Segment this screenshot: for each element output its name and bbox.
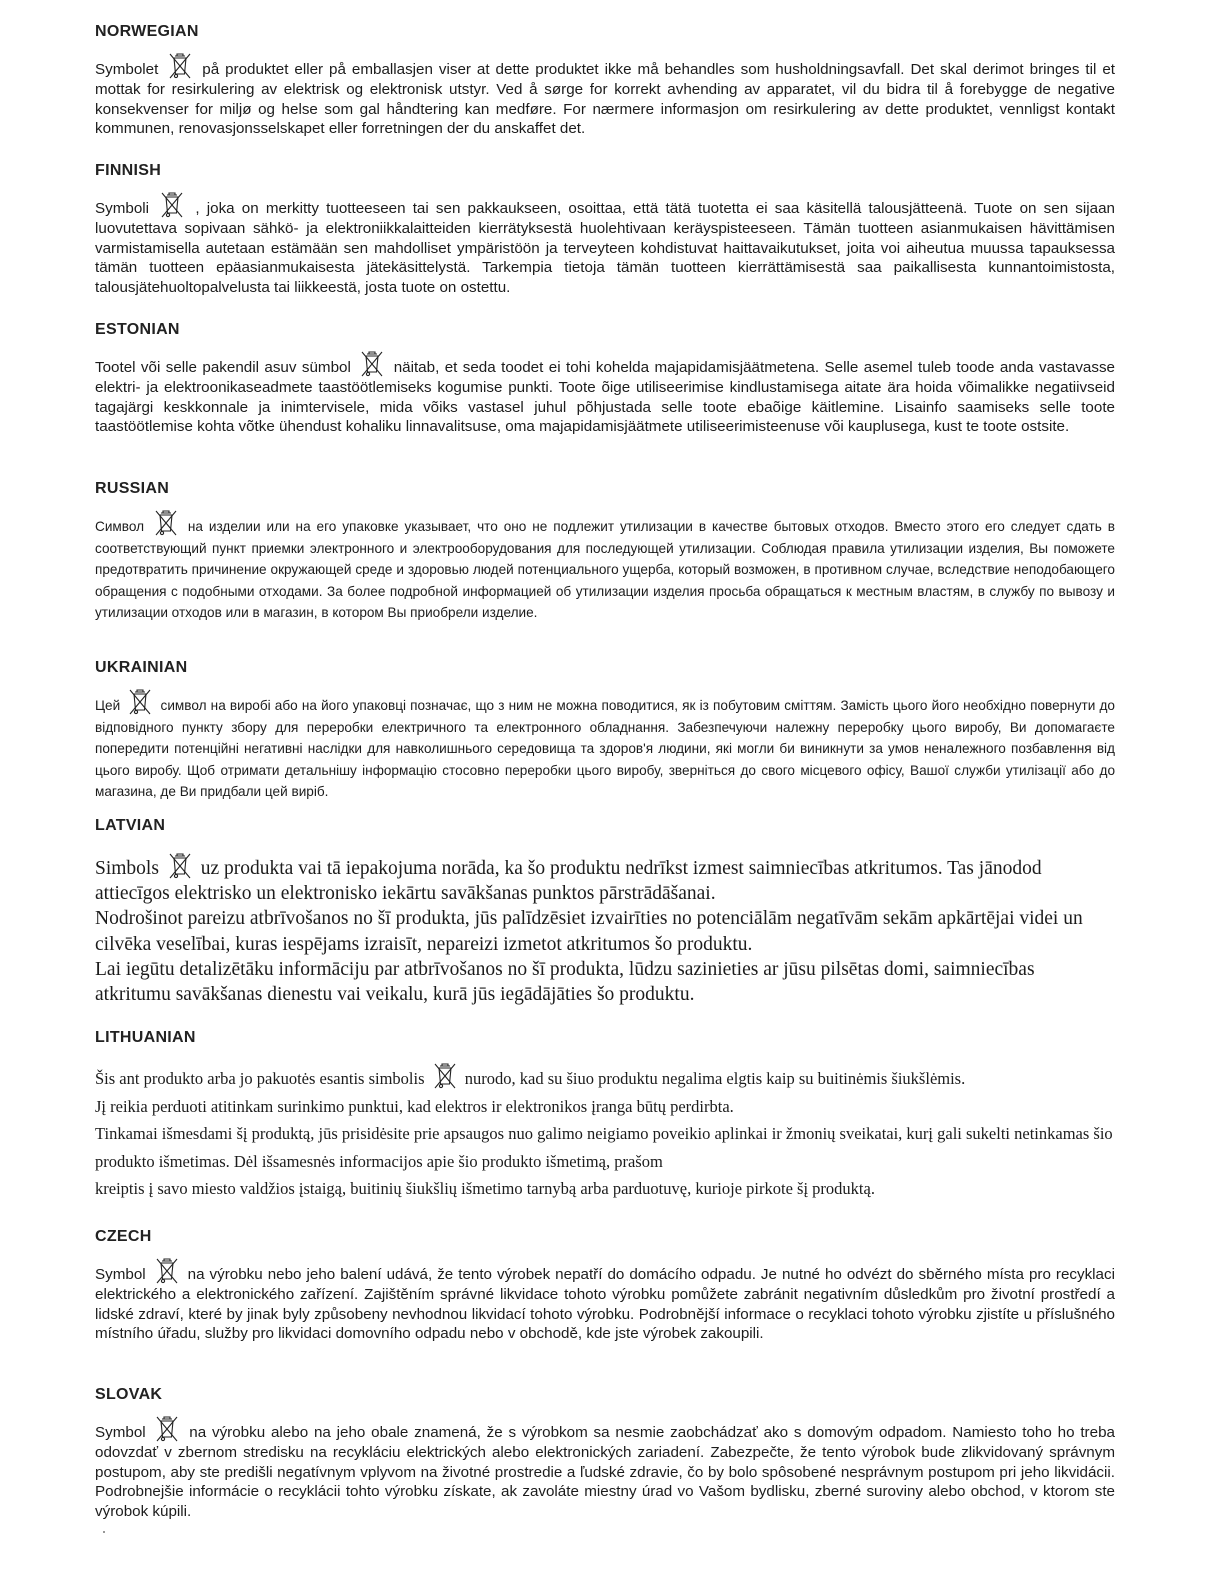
lithuanian-line-1: Šis ant produkto arba jo pakuotės esantis simbolis nurodo, kad su šiuo produktu negalima elgtis kaip su buitinėmis šiukšlėmis. — [95, 1062, 1115, 1093]
section-finnish — [95, 161, 1115, 297]
text-finnish: Symboli , joka on merkitty tuotteeseen tai sen pakkaukseen, osoittaa, että tätä tuotetta ei saa käsitellä talousjätteenä. Tuote on sen sijaan luovutettava sopivaan sähkö- ja elektroniikkalaitteiden kierrätyksestä huolehtivaan keräyspisteeseen. Tämän tuotteen asianmukaisen hävittämisen varmistamisella autetaan estämään sen mahdolliset ympäristöön ja terveyteen kohdistuvat haittavaikutukset, joita voi aiheutua muussa tapauksessa tämän tuotteen epäasianmukaisesta jätekäsittelystä. Tarkempia tietoja tämän tuotteen kierrättämisestä saa paikallisesta kunnantoimistosta, talousjätehuoltopalvelusta tai liikkeestä, josta tuote on ostettu. — [95, 191, 1115, 297]
section-czech — [95, 1227, 1115, 1344]
section-norwegian — [95, 22, 1115, 139]
section-latvian — [95, 816, 1115, 1007]
section-ukrainian — [95, 658, 1115, 803]
lithuanian-line-2: Jį reikia perduoti atitinkam surinkimo punktui, kad elektros ir elektronikos įranga būtų perdirbta. — [95, 1096, 734, 1116]
weee-bin-icon — [360, 350, 384, 378]
weee-bin-icon — [128, 688, 152, 716]
heading-estonian: ESTONIAN — [95, 321, 180, 338]
heading-norwegian: NORWEGIAN — [95, 23, 199, 40]
weee-bin-icon — [433, 1062, 457, 1090]
weee-bin-icon — [155, 1257, 179, 1285]
text-ukrainian: Цей символ на виробі або на його упаковці позначає, що з ним не можна поводитися, як із побутовим сміттям. Замість цього його необхідно повернути до відповідного пункту збору для переробки електричного та електронного обладнання. Забезпечуючи належну переробку цього виробу, Ви допомагаєте попередити потенційні негативні наслідки для навколишнього середовища та здоров'я людини, які могли би виникнути за умов неналежного позбавлення від цього виробу. Щоб отримати детальнішу інформацію стосовно переробки цього виробу, зверніться до свого місцевого офісу, Вашої служби утилізації або до магазина, де Ви придбали цей виріб. — [95, 688, 1115, 803]
text-norwegian: Symbolet på produktet eller på emballasjen viser at dette produktet ikke må behandles som husholdningsavfall. Det skal derimot bringes til et mottak for resirkulering av elektrisk og elektronisk utstyr. Ved å sørge for korrekt avhending av apparatet, vil du bidra til å forebygge de negative konsekvenser for miljø og helse som gal håndtering kan medføre. For nærmere informasjon om resirkulering av dette produktet, vennligst kontakt kommunen, renovasjonsselskapet eller forretningen der du anskaffet det. — [95, 52, 1115, 139]
latvian-line-2: Nodrošinot pareizu atbrīvošanos no šī produkta, jūs palīdzēsiet izvairīties no potenciālām negatīvām sekām apkārtējai videi un cilvēka veselībai, kuras iespējams izraisīt, nepareizi izmetot atkritumos šo produktu. — [95, 908, 1083, 955]
text-slovak: Symbol na výrobku alebo na jeho obale znamená, že s výrobkom sa nesmie zaobchádzať ako s domovým odpadom. Namiesto toho ho treba odovzdať v zbernom stredisku na recykláciu elektrických alebo elektronických zariadení. Zabezpečte, že tento výrobok bude zlikvidovaný správnym postupom, aby ste predišli negatívnym vplyvom na životné prostredie a ľudské zdravie, čo by bolo spôsobené nesprávnym postupom pri jeho likvidácii. Podrobnejšie informácie o recyklácii tohto výrobku získate, ak zavoláte miestny úrad vo Vašom bydlisku, zberné suroviny alebo obchod, v ktorom ste výrobok kúpili. — [95, 1415, 1115, 1521]
latvian-line-1: Simbols uz produkta vai tā iepakojuma norāda, ka šo produktu nedrīkst izmest saimniecības atkritumos. Tas jānodod attiecīgos elektrisko un elektronisko iekārtu savākšanas punktos pārstrādāšanai. — [95, 852, 1115, 906]
heading-finnish: FINNISH — [95, 162, 162, 179]
text-lithuanian — [95, 1062, 1115, 1203]
section-lithuanian — [95, 1028, 1115, 1203]
text-latvian — [95, 852, 1115, 1007]
weee-bin-icon — [155, 1415, 179, 1443]
section-estonian — [95, 320, 1115, 437]
section-russian — [95, 479, 1115, 624]
heading-lithuanian: LITHUANIAN — [95, 1029, 196, 1046]
weee-bin-icon — [154, 509, 178, 537]
latvian-line-3: Lai iegūtu detalizētāku informāciju par atbrīvošanos no šī produkta, lūdzu sazinieties ar jūsu pilsētas domi, saimniecības atkritumu savākšanas dienestu vai veikalu, kurā jūs iegādājāties šo produktu. — [95, 958, 1035, 1006]
weee-bin-icon — [168, 52, 192, 80]
text-czech: Symbol na výrobku nebo jeho balení udává, že tento výrobek nepatří do domácího odpadu. Je nutné ho odvézt do sběrného místa pro recyklaci elektrického a elektronického zařízení. Zajištěním správné likvidace tohoto výrobku pomůžete zabránit negativním důsledkům pro životní prostředí a lidské zdraví, které by jinak byly způsobeny nevhodnou likvidací tohoto výrobku. Podrobnější informace o recyklaci tohoto výrobku zjistíte u příslušného místního úřadu, služby pro likvidaci domovního odpadu nebo v obchodě, kde jste výrobek zakoupili. — [95, 1257, 1115, 1344]
scan-speck — [103, 1531, 105, 1533]
heading-czech: CZECH — [95, 1228, 152, 1245]
lithuanian-line-4: kreiptis į savo miesto valdžios įstaigą, buitinių šiukšlių išmetimo tarnybą arba parduotuvę, kurioje pirkote šį produktą. — [95, 1179, 875, 1198]
text-russian: Символ на изделии или на его упаковке указывает, что оно не подлежит утилизации в качестве бытовых отходов. Вместо этого его следует сдать в соответствующий пункт приемки электронного и электрооборудования для последующей утилизации. Соблюдая правила утилизации изделия, Вы поможете предотвратить причинение окружающей среде и здоровью людей потенциального ущерба, который возможен, в противном случае, вследствие неподобающего обращения с подобными отходами. За более подробной информацией об утилизации изделия просьба обращаться к местным властям, в службу по вывозу и утилизации отходов или в магазин, в котором Вы приобрели изделие. — [95, 509, 1115, 624]
weee-bin-icon — [168, 852, 192, 880]
heading-latvian: LATVIAN — [95, 817, 166, 834]
text-estonian: Tootel või selle pakendil asuv sümbol näitab, et seda toodet ei tohi kohelda majapidamisjäätmetena. Selle asemel tuleb toode anda vastavasse elektri- ja elektroonikaseadmete taastöötlemiseks kogumise punkti. Toote õige utiliseerimise kindlustamisega aitate ära hoida võimalikke negatiivseid tagajärgi keskkonnale ja inimtervisele, mida võiks vastasel juhul põhjustada selle toote ebaõige käitlemine. Lisainfo saamiseks selle toote taastöötlemise kohta võtke ühendust kohaliku linnavalitsuse, oma majapidamisjäätmete utiliseerimisteenuse või kauplusega, kust te toote ostsite. — [95, 350, 1115, 437]
heading-russian: RUSSIAN — [95, 480, 170, 497]
lithuanian-line-3: Tinkamai išmesdami šį produktą, jūs prisidėsite prie apsaugos nuo galimo neigiamo poveikio aplinkai ir žmonių sveikatai, kurį gali sukelti netinkamas šio produkto išmetimas. Dėl išsamesnės informacijos apie šio produkto išmetimą, prašom — [95, 1124, 1113, 1171]
heading-ukrainian: UKRAINIAN — [95, 659, 188, 676]
heading-slovak: SLOVAK — [95, 1386, 163, 1403]
section-slovak — [95, 1385, 1115, 1521]
weee-bin-icon — [160, 191, 184, 219]
